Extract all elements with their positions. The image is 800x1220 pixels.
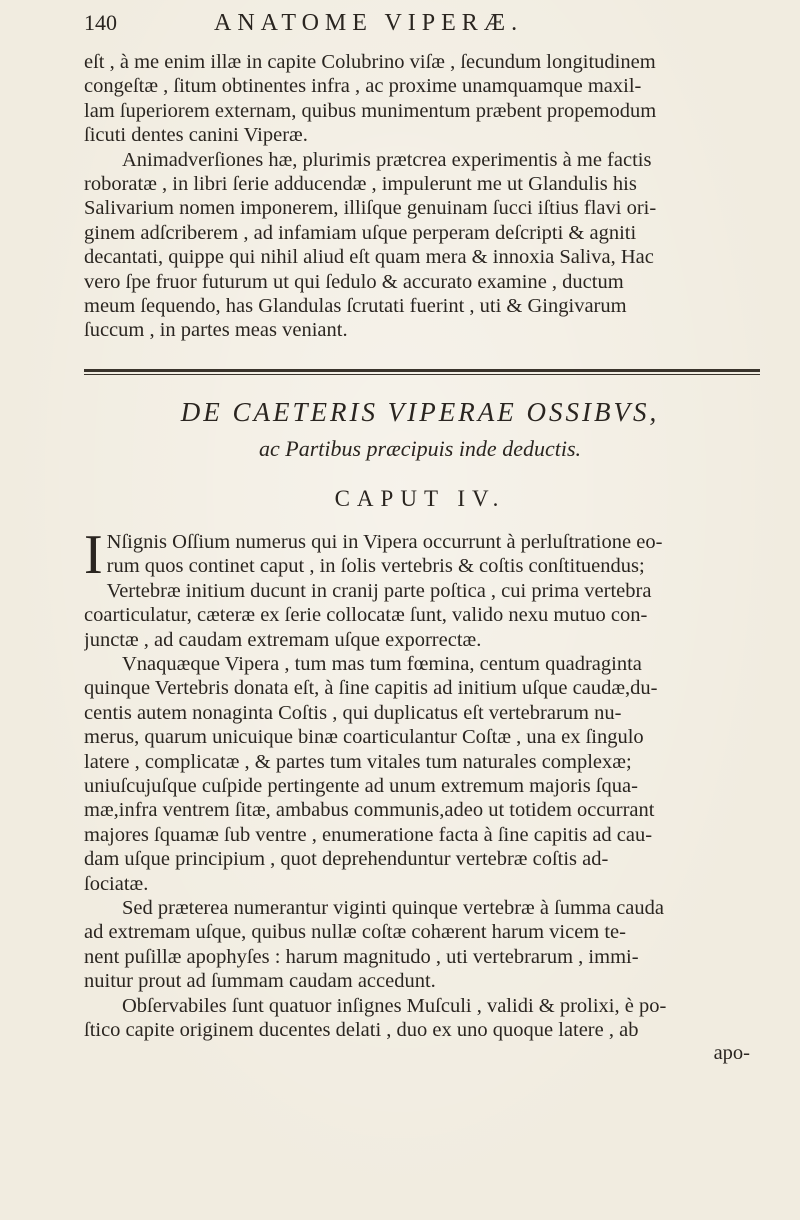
text-line: vero ſpe fruor futurum ut qui ſedulo & accurato examine , ductum: [84, 270, 624, 293]
text-line: centis autem nonaginta Coſtis , qui duplicatus eſt vertebrarum nu-: [84, 701, 622, 724]
text-line: latere , complicatæ , & partes tum vitales tum naturales complexæ;: [84, 750, 632, 773]
text-line: eſt , à me enim illæ in capite Colubrino viſæ , ſecundum longitudinem: [84, 51, 656, 73]
text-line: nent puſillæ apophyſes : harum magnitudo , uti vertebrarum , immi-: [84, 945, 639, 968]
muscles-paragraph: [84, 994, 756, 1043]
text-line: Obſervabiles ſunt quatuor inſignes Muſculi , validi & prolixi, è po-: [122, 994, 667, 1017]
text-line: nuitur prout ad ſummam caudam accedunt.: [84, 970, 436, 993]
section-title: DE CAETERIS VIPERAE OSSIBVS,: [180, 396, 660, 427]
intro-paragraph: [84, 50, 756, 148]
text-line: Salivarium nomen imponerem, illiſque genuinam ſucci iſtius flavi ori-: [84, 197, 657, 220]
page-header: [84, 10, 756, 50]
text-line: lam ſuperiorem externam, quibus munimentum præbent propemodum: [84, 99, 657, 122]
text-line: ginem adſcriberem , ad infamiam uſque perperam deſcripti & agniti: [84, 221, 637, 244]
text-line: ſociatæ.: [84, 872, 149, 895]
text-line: uniuſcujuſque cuſpide pertingente ad unum extremum majoris ſqua-: [84, 774, 638, 797]
second-paragraph: [84, 148, 756, 343]
text-line: merus, quarum unicuique binæ coarticulantur Coſtæ , una ex ſingulo: [84, 726, 644, 749]
text-line: rum quos continet caput , in ſolis vertebris & coſtis conſtituendus;: [106, 555, 645, 578]
text-line: Vnaquæque Vipera , tum mas tum fœmina, centum quadraginta: [122, 652, 642, 675]
text-line: majores ſquamæ ſub ventre , enumeratione facta à ſine capitis ad cau-: [84, 823, 653, 846]
text-line: ad extremam uſque, quibus nullæ coſtæ cohærent harum vicem te-: [84, 921, 626, 944]
vertebrae-count-paragraph: [84, 652, 756, 896]
text-line: Vertebræ initium ducunt in cranij parte poſtica , cui prima vertebra: [106, 579, 652, 602]
text-line: meum ſequendo, has Glandulas ſcrutati fuerint , uti & Gingivarum: [84, 295, 627, 318]
text-line: Animadverſiones hæ, plurimis prætcrea experimentis à me factis: [122, 148, 652, 171]
text-line: junctæ , ad caudam extremam uſque exporrectæ.: [84, 628, 482, 651]
text-line: Sed præterea numerantur viginti quinque vertebræ à ſumma cauda: [122, 896, 664, 919]
text-line: dam uſque principium , quot deprehenduntur vertebræ coſtis ad-: [84, 848, 609, 871]
text-line: ſtico capite originem ducentes delati , duo ex uno quoque latere , ab: [84, 1019, 639, 1041]
text-line: mæ,infra ventrem ſitæ, ambabus communis,adeo ut totidem occurrant: [84, 799, 655, 822]
page-number: 140: [84, 10, 117, 35]
chapter-heading: CAPUT IV.: [334, 485, 506, 511]
section-subtitle: ac Partibus præcipuis inde deductis.: [258, 435, 582, 461]
catchword: apo-: [713, 1042, 750, 1065]
text-line: decantati, quippe qui nihil aliud eſt quam mera & innoxia Saliva, Hac: [84, 246, 654, 269]
text-line: ſicuti dentes canini Viperæ.: [84, 124, 308, 147]
text-line: congeſtæ , ſitum obtinentes infra , ac proxime unamquamque maxil-: [84, 75, 642, 98]
tail-vertebrae-paragraph: [84, 896, 756, 994]
text-line: coarticulatur, cæteræ ex ſerie collocatæ ſunt, valido nexu mutuo con-: [84, 604, 648, 627]
section-divider-rule: [84, 369, 760, 375]
text-line: roboratæ , in libri ſerie adducendæ , impulerunt me ut Glandulis his: [84, 173, 637, 196]
text-line: Nſignis Oſſium numerus qui in Vipera occurrunt à perluſtratione eo-: [106, 530, 663, 553]
running-title: ANATOME VIPERÆ.: [214, 10, 524, 36]
drop-cap-initial: I: [84, 529, 103, 586]
text-line: ſuccum , in partes meas veniant.: [84, 319, 348, 342]
chapter-first-paragraph: [84, 530, 756, 652]
text-line: quinque Vertebris donata eſt, à ſine capitis ad initium uſque caudæ,du-: [84, 677, 658, 700]
